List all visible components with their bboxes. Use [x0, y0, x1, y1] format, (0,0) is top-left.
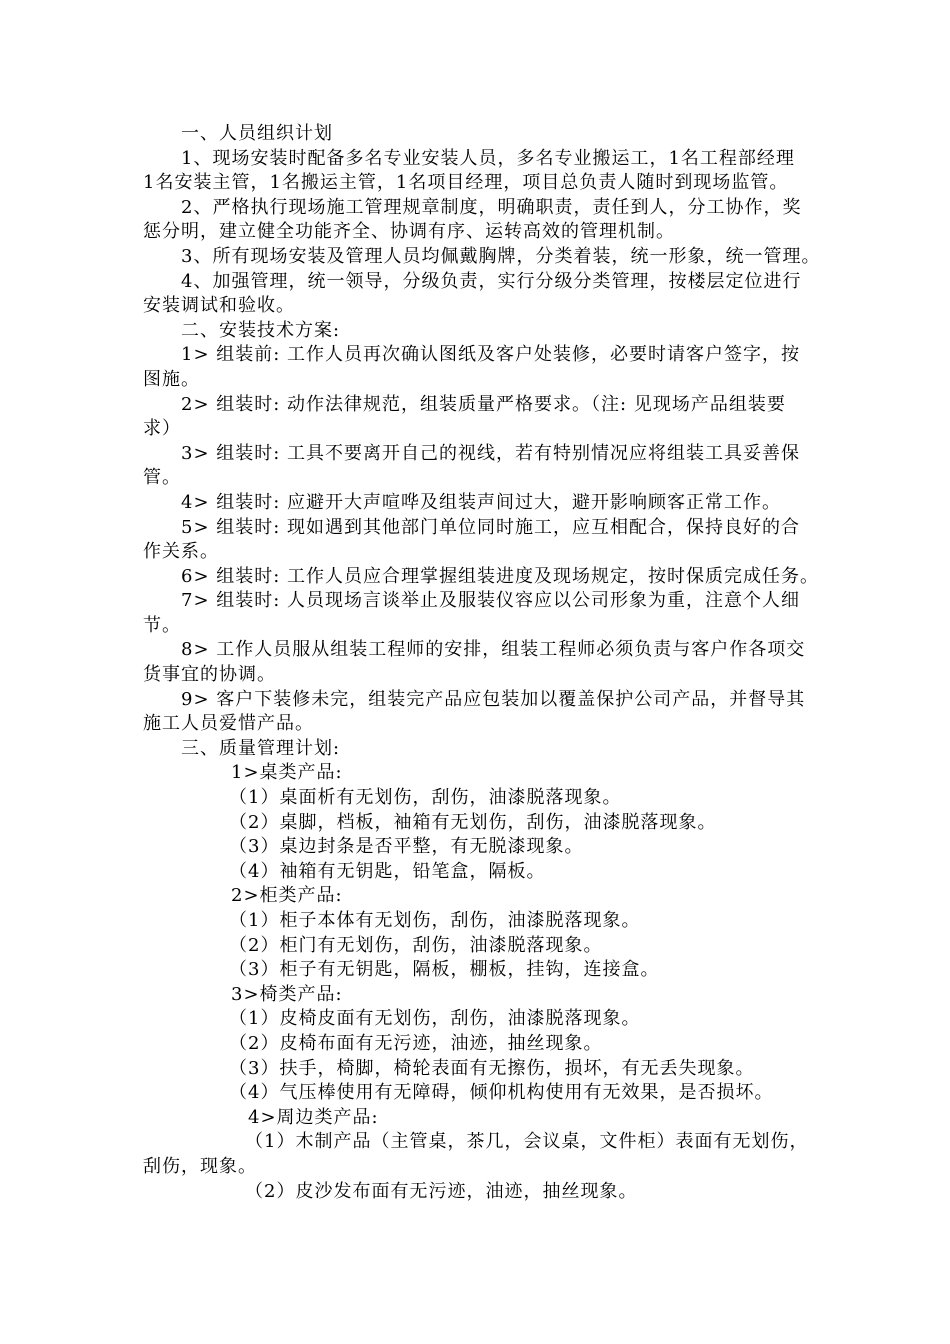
paragraph-line: 1、现场安装时配备多名专业安装人员，多名专业搬运工，1名工程部经理	[181, 147, 795, 169]
paragraph-line: 求）	[143, 418, 181, 440]
subheading-line: 4>周边类产品:	[248, 1106, 379, 1128]
paragraph-line: 2> 组装时: 动作法律规范，组装质量严格要求。（注: 见现场产品组装要	[181, 393, 786, 415]
list-item: （2）柜门有无划伤，刮伤，油漆脱落现象。	[229, 934, 603, 956]
list-item: （2）皮沙发布面有无污迹，油迹，抽丝现象。	[245, 1180, 638, 1202]
section-heading-2: 二、安装技术方案:	[181, 319, 341, 341]
list-item: （1）柜子本体有无划伤，刮伤，油漆脱落现象。	[229, 910, 641, 931]
paragraph-line: 施工人员爱惜产品。	[143, 713, 314, 735]
subheading-line: 1>桌类产品:	[231, 762, 343, 784]
paragraph-line: 1名安装主管，1名搬运主管，1名项目经理，项目总负责人随时到现场监管。	[143, 172, 789, 194]
paragraph-line: 8> 工作人员服从组装工程师的安排，组装工程师必须负责与客户作各项交	[181, 639, 806, 661]
list-item: （3）桌边封条是否平整，有无脱漆现象。	[229, 836, 584, 858]
list-item: （4）气压棒使用有无障碍，倾仰机构使用有无效果，是否损坏。	[229, 1082, 774, 1104]
paragraph-line: 图施。	[143, 368, 200, 390]
list-item: （1）桌面析有无划伤，刮伤，油漆脱落现象。	[229, 787, 622, 809]
paragraph-line: 4> 组装时: 应避开大声喧哗及组装声间过大，避开影响顾客正常工作。	[181, 491, 782, 513]
document-body	[143, 122, 823, 1204]
section-heading-1: 一、人员组织计划	[181, 123, 333, 144]
paragraph-line: 货事宜的协调。	[143, 664, 276, 686]
paragraph-line: 管。	[143, 467, 181, 489]
paragraph-line: 3> 组装时: 工具不要离开自己的视线，若有特别情况应将组装工具妥善保	[181, 442, 801, 464]
list-item: （1）木制产品（主管桌，茶几，会议桌，文件柜）表面有无划伤，	[245, 1131, 809, 1153]
paragraph-line: 节。	[143, 614, 181, 636]
list-item: （3）扶手，椅脚，椅轮表面有无擦伤，损坏，有无丢失现象。	[229, 1057, 755, 1079]
list-item: （4）袖箱有无钥匙，铅笔盒，隔板。	[229, 860, 546, 882]
paragraph-line: 7> 组装时: 人员现场言谈举止及服装仪容应以公司形象为重，注意个人细	[181, 590, 801, 612]
paragraph-line: 刮伤，现象。	[143, 1155, 257, 1177]
paragraph-line: 安装调试和验收。	[143, 295, 295, 317]
list-item: （2）桌脚，档板，袖箱有无划伤，刮伤，油漆脱落现象。	[229, 811, 717, 833]
paragraph-line: 2、严格执行现场施工管理规章制度，明确职责，责任到人，分工协作，奖	[181, 196, 802, 218]
list-item: （2）皮椅布面有无污迹，油迹，抽丝现象。	[229, 1032, 603, 1054]
subheading-line: 2>柜类产品:	[231, 885, 343, 907]
paragraph-line: 3、所有现场安装及管理人员均佩戴胸牌，分类着装，统一形象，统一管理。	[181, 245, 821, 267]
subheading-line: 3>椅类产品:	[231, 983, 343, 1005]
paragraph-line: 6> 组装时: 工作人员应合理掌握组装进度及现场规定，按时保质完成任务。	[181, 565, 820, 587]
paragraph-line: 5> 组装时: 现如遇到其他部门单位同时施工，应互相配合，保持良好的合	[181, 516, 801, 538]
paragraph-line: 4、加强管理，统一领导，分级负责，实行分级分类管理，按楼层定位进行	[181, 270, 802, 292]
list-item: （1）皮椅皮面有无划伤，刮伤，油漆脱落现象。	[229, 1008, 641, 1030]
section-heading-3: 三、质量管理计划:	[181, 737, 341, 759]
paragraph-line: 作关系。	[143, 541, 219, 563]
list-item: （3）柜子有无钥匙，隔板，棚板，挂钩，连接盒。	[229, 959, 660, 981]
paragraph-line: 1> 组装前: 工作人员再次确认图纸及客户处装修，必要时请客户签字，按	[181, 344, 801, 366]
paragraph-line: 9> 客户下装修未完，组装完产品应包装加以覆盖保护公司产品，并督导其	[181, 688, 806, 710]
paragraph-line: 惩分明，建立健全功能齐全、协调有序、运转高效的管理机制。	[143, 221, 675, 243]
